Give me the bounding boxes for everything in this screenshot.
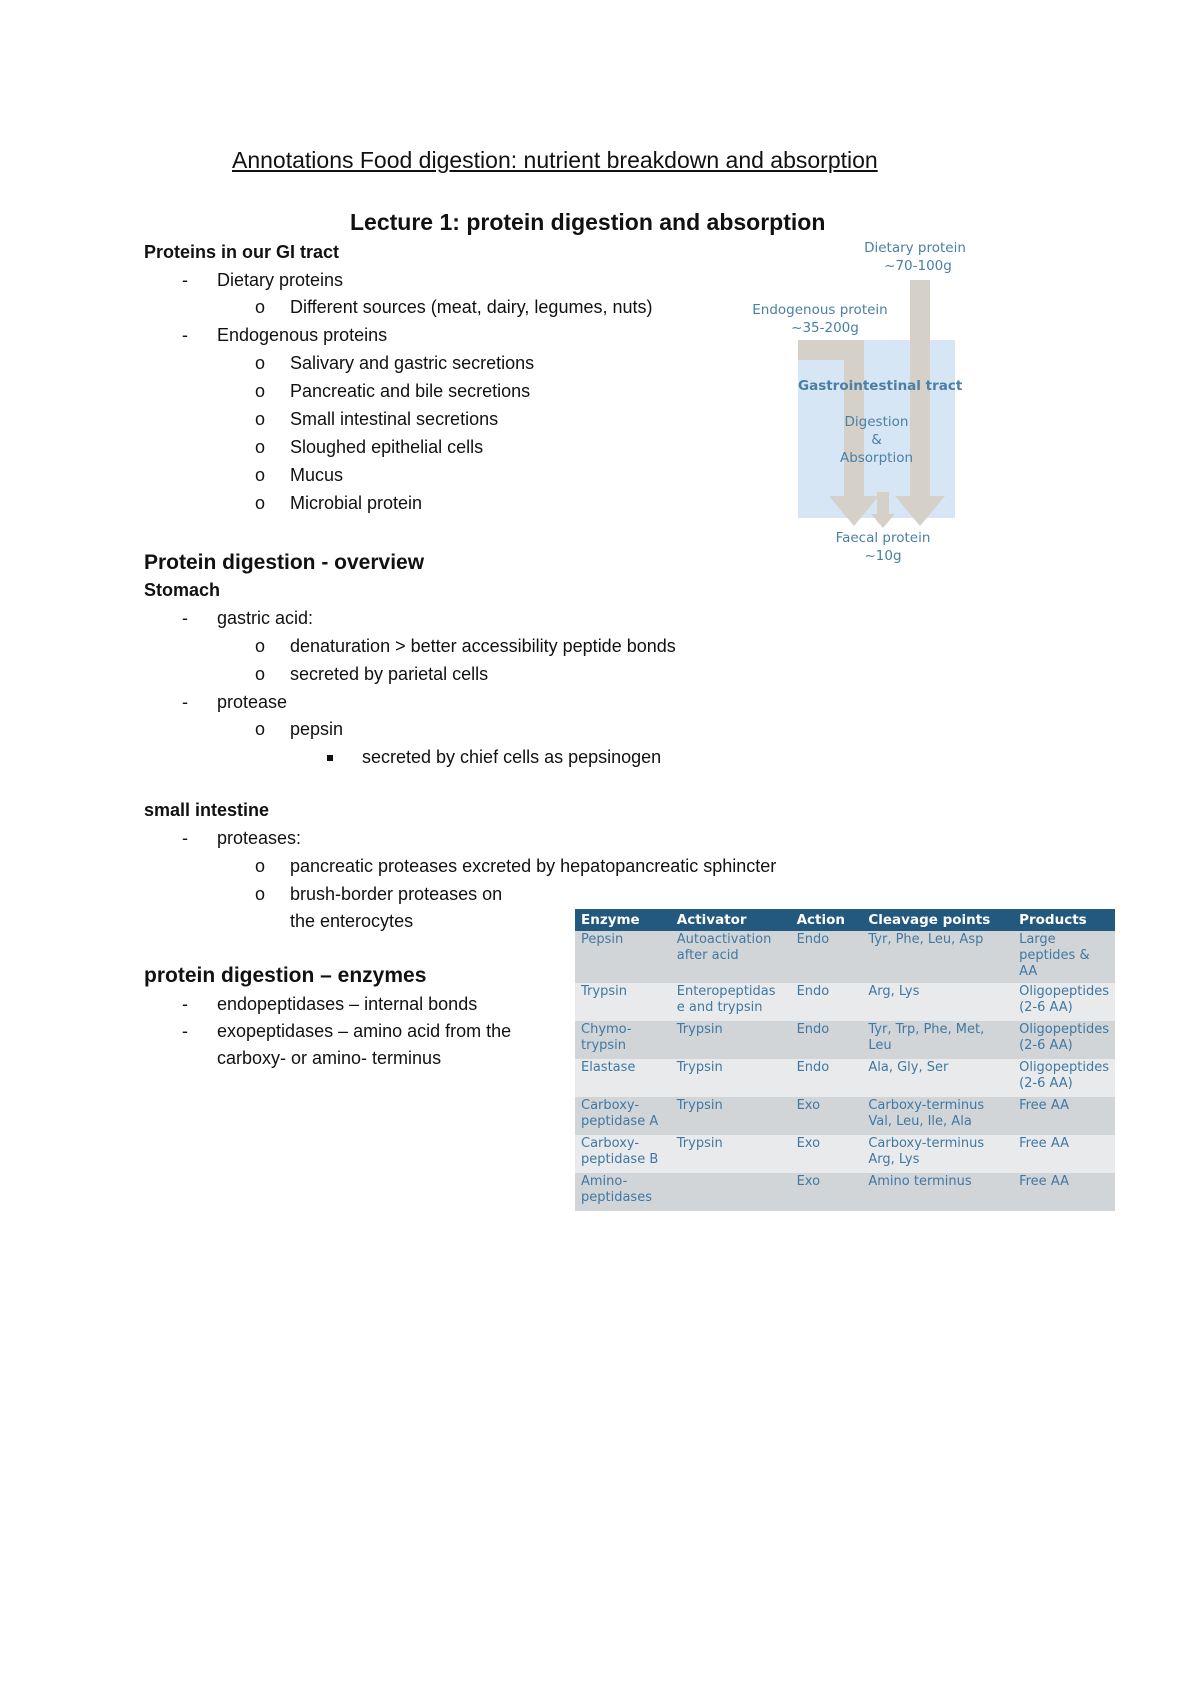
circle-bullet: o [255, 353, 266, 373]
cell-activator: Autoactivation after acid [671, 931, 791, 983]
cell-enzyme: Pepsin [575, 931, 671, 983]
table-header-row [575, 909, 1115, 931]
faecal-protein-amount: ~10g [864, 548, 902, 564]
overview-heading: Protein digestion - overview [144, 551, 425, 574]
amp-label: & [871, 432, 882, 448]
enzyme-table [575, 909, 1115, 1211]
proteases-sub-item: brush-border proteases on [290, 884, 503, 904]
cell-enzyme: Amino- peptidases [575, 1173, 671, 1211]
dash-bullet: - [182, 270, 188, 290]
table-row [575, 931, 1115, 983]
circle-bullet: o [255, 381, 266, 401]
endogenous-sub-item: Sloughed epithelial cells [290, 437, 484, 457]
cell-cleavage: Amino terminus [862, 1173, 1013, 1211]
digestion-label: Digestion [844, 414, 909, 430]
cell-action: Endo [791, 983, 863, 1021]
circle-bullet: o [255, 636, 266, 656]
dash-bullet: - [182, 1021, 188, 1041]
table-row [575, 1021, 1115, 1059]
cell-products: Oligopeptides (2-6 AA) [1013, 1059, 1115, 1097]
cell-action: Endo [791, 931, 863, 983]
circle-bullet: o [255, 856, 266, 876]
cell-products: Oligopeptides (2-6 AA) [1013, 983, 1115, 1021]
document-title: Annotations Food digestion: nutrient breakdown and absorption [232, 147, 878, 173]
dietary-protein-amount: ~70-100g [884, 258, 952, 274]
stomach-heading: Stomach [144, 580, 221, 600]
exopeptidases-item-cont: carboxy- or amino- terminus [217, 1048, 442, 1068]
table-row [575, 1173, 1115, 1211]
absorption-label: Absorption [839, 450, 914, 466]
table-row [575, 1059, 1115, 1097]
cell-action: Endo [791, 1021, 863, 1059]
faecal-arrowhead [871, 514, 895, 528]
endogenous-sub-item: Small intestinal secretions [290, 409, 499, 429]
cell-activator: Trypsin [671, 1135, 791, 1173]
cell-action: Exo [791, 1135, 863, 1173]
gastric-sub-item: secreted by parietal cells [290, 664, 489, 684]
proteases-sub-item-cont: the enterocytes [290, 911, 414, 931]
endopeptidases-item: endopeptidases – internal bonds [217, 994, 478, 1014]
table-row [575, 1135, 1115, 1173]
cell-cleavage: Carboxy-terminus Val, Leu, Ile, Ala [862, 1097, 1013, 1135]
square-bullet-icon [327, 755, 333, 761]
dietary-protein-label: Dietary protein [864, 240, 966, 256]
cell-activator: Enteropeptidas e and trypsin [671, 983, 791, 1021]
circle-bullet: o [255, 664, 266, 684]
endogenous-sub-item: Salivary and gastric secretions [290, 353, 535, 373]
gi-tract-label: Gastrointestinal tract [798, 378, 963, 394]
gastric-acid-item: gastric acid: [217, 608, 314, 628]
circle-bullet: o [255, 884, 266, 904]
table-row [575, 983, 1115, 1021]
table-row [575, 1097, 1115, 1135]
col-header-products: Products [1013, 909, 1115, 931]
cell-action: Exo [791, 1097, 863, 1135]
cell-enzyme: Trypsin [575, 983, 671, 1021]
cell-action: Exo [791, 1173, 863, 1211]
dash-bullet: - [182, 608, 188, 628]
cell-enzyme: Chymo- trypsin [575, 1021, 671, 1059]
circle-bullet: o [255, 719, 266, 739]
pepsin-sub-item: secreted by chief cells as pepsinogen [362, 747, 662, 767]
protease-item: protease [217, 692, 288, 712]
endogenous-proteins-item: Endogenous proteins [217, 325, 388, 345]
endogenous-protein-label: Endogenous protein [752, 302, 888, 318]
faecal-arrow-shaft [877, 492, 889, 514]
dash-bullet: - [182, 828, 188, 848]
col-header-action: Action [791, 909, 863, 931]
cell-cleavage: Tyr, Trp, Phe, Met, Leu [862, 1021, 1013, 1059]
circle-bullet: o [255, 493, 266, 513]
cell-cleavage: Ala, Gly, Ser [862, 1059, 1013, 1097]
enzymes-heading: protein digestion – enzymes [144, 964, 427, 987]
circle-bullet: o [255, 409, 266, 429]
flow-diagram-graphic [750, 236, 975, 566]
small-intestine-heading: small intestine [144, 800, 270, 820]
col-header-cleavage: Cleavage points [862, 909, 1013, 931]
cell-cleavage: Arg, Lys [862, 983, 1013, 1021]
lecture-heading: Lecture 1: protein digestion and absorption [350, 209, 826, 235]
cell-activator: Trypsin [671, 1021, 791, 1059]
endogenous-sub-item: Microbial protein [290, 493, 423, 513]
faecal-protein-label: Faecal protein [835, 530, 931, 546]
col-header-activator: Activator [671, 909, 791, 931]
proteases-sub-item: pancreatic proteases excreted by hepatopancreatic sphincter [290, 856, 777, 876]
cell-action: Endo [791, 1059, 863, 1097]
cell-enzyme: Carboxy- peptidase A [575, 1097, 671, 1135]
cell-products: Free AA [1013, 1135, 1115, 1173]
cell-cleavage: Tyr, Phe, Leu, Asp [862, 931, 1013, 983]
cell-products: Free AA [1013, 1173, 1115, 1211]
dash-bullet: - [182, 325, 188, 345]
cell-products: Free AA [1013, 1097, 1115, 1135]
cell-products: Oligopeptides (2-6 AA) [1013, 1021, 1115, 1059]
cell-activator: Trypsin [671, 1059, 791, 1097]
endogenous-sub-item: Pancreatic and bile secretions [290, 381, 531, 401]
cell-cleavage: Carboxy-terminus Arg, Lys [862, 1135, 1013, 1173]
dash-bullet: - [182, 692, 188, 712]
cell-products: Large peptides & AA [1013, 931, 1115, 983]
cell-activator: Trypsin [671, 1097, 791, 1135]
dietary-proteins-item: Dietary proteins [217, 270, 344, 290]
proteases-item: proteases: [217, 828, 302, 848]
pepsin-item: pepsin [290, 719, 344, 739]
circle-bullet: o [255, 437, 266, 457]
circle-bullet: o [255, 465, 266, 485]
dash-bullet: - [182, 994, 188, 1014]
protein-flow-diagram [750, 236, 975, 566]
cell-enzyme: Carboxy- peptidase B [575, 1135, 671, 1173]
exopeptidases-item: exopeptidases – amino acid from the [217, 1021, 512, 1041]
gastric-sub-item: denaturation > better accessibility peptide bonds [290, 636, 676, 656]
cell-activator [671, 1173, 791, 1211]
endogenous-sub-item: Mucus [290, 465, 344, 485]
col-header-enzyme: Enzyme [575, 909, 671, 931]
gi-tract-heading: Proteins in our GI tract [144, 242, 340, 262]
dietary-sources-item: Different sources (meat, dairy, legumes, nuts) [290, 297, 653, 317]
circle-bullet: o [255, 297, 266, 317]
cell-enzyme: Elastase [575, 1059, 671, 1097]
endogenous-protein-amount: ~35-200g [791, 320, 859, 336]
